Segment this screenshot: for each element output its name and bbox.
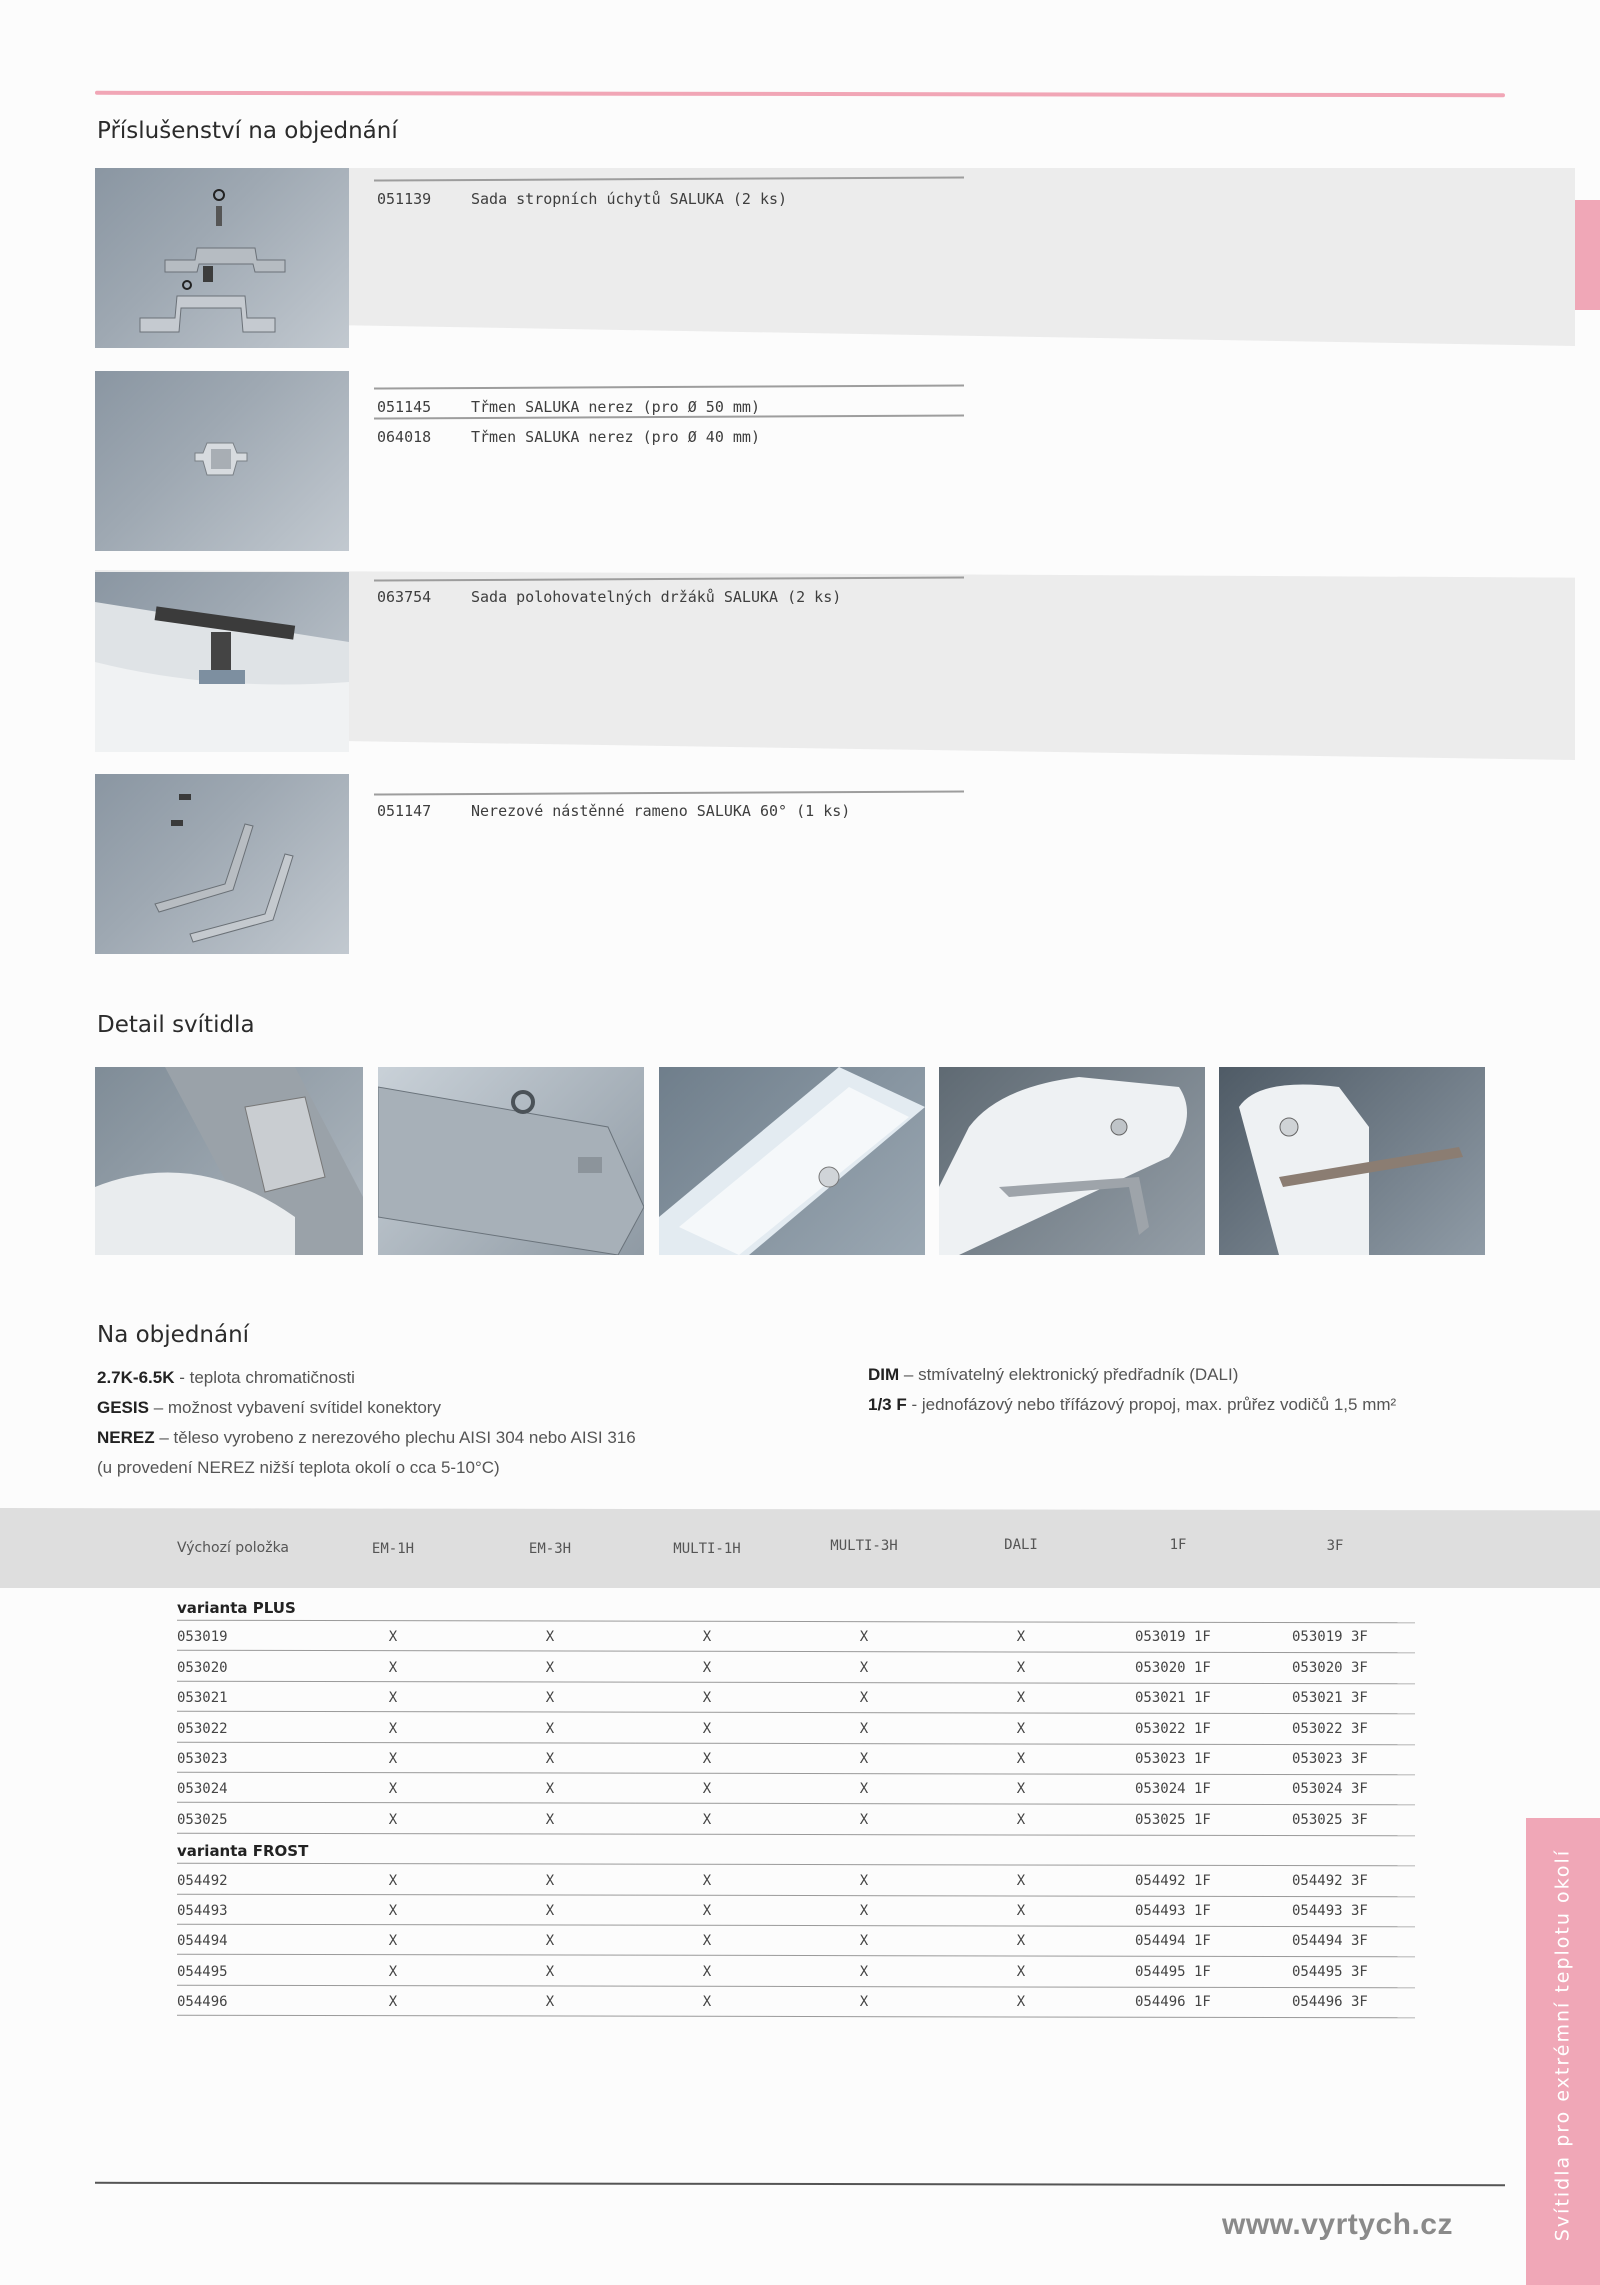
item-code: 053020: [177, 1660, 228, 1676]
table-row: [177, 1622, 1415, 1652]
option-mark: X: [859, 1812, 869, 1828]
item-code: 053025: [177, 1812, 228, 1828]
detail-image-housing: [378, 1067, 644, 1255]
option-mark: X: [859, 1721, 869, 1737]
accessory-row: [377, 428, 760, 446]
option-mark: X: [702, 1994, 712, 2010]
item-code: 053024: [177, 1781, 228, 1797]
item-code: 054492: [177, 1873, 228, 1889]
legend-description: možnost vybavení svítidel konektory: [167, 1398, 441, 1417]
option-mark: X: [859, 1751, 869, 1767]
variant-code: 054494 1F: [1135, 1933, 1211, 1949]
legend-description: stmívatelný elektronický předřadník (DALI): [918, 1365, 1239, 1384]
option-mark: X: [545, 1629, 555, 1645]
accessory-code: 051147: [377, 802, 432, 820]
option-mark: X: [702, 1873, 712, 1889]
table-row: [177, 1714, 1415, 1744]
option-mark: X: [545, 1812, 555, 1828]
table-row: [177, 1683, 1415, 1713]
accessory-name: Sada stropních úchytů SALUKA (2 ks): [471, 190, 788, 208]
column-header: MULTI-1H: [673, 1541, 741, 1557]
column-header: 1F: [1169, 1537, 1187, 1553]
legend-separator: –: [154, 1428, 174, 1447]
option-mark: X: [1016, 1660, 1026, 1676]
side-tab-label: Svítidla pro extrémní teplotu okolí: [1551, 1848, 1574, 2242]
option-mark: X: [545, 1690, 555, 1706]
detail-image-diffuser: [659, 1067, 925, 1255]
variant-code: 053022 3F: [1292, 1721, 1368, 1737]
column-header: EM-1H: [371, 1541, 415, 1557]
option-mark: X: [388, 1751, 398, 1767]
variant-code: 054496 1F: [1135, 1994, 1211, 2010]
option-mark: X: [388, 1933, 398, 1949]
option-mark: X: [545, 1751, 555, 1767]
option-mark: X: [1016, 1994, 1026, 2010]
option-mark: X: [859, 1964, 869, 1980]
adjustable-holder-image: [95, 572, 349, 752]
option-mark: X: [388, 1812, 398, 1828]
option-mark: X: [859, 1903, 869, 1919]
legend-description: teplota chromatičnosti: [189, 1368, 355, 1387]
option-mark: X: [702, 1629, 712, 1645]
website-link[interactable]: www.vyrtych.cz: [1222, 2208, 1453, 2241]
option-mark: X: [702, 1964, 712, 1980]
ordering-title: Na objednání: [97, 1322, 250, 1348]
detail-image-clamp: [95, 1067, 363, 1255]
variant-code: 054495 1F: [1135, 1964, 1211, 1980]
item-code: 053023: [177, 1751, 228, 1767]
accessory-row: [377, 588, 841, 606]
variant-code: 054493 1F: [1135, 1903, 1211, 1919]
option-mark: X: [1016, 1903, 1026, 1919]
option-mark: X: [388, 1964, 398, 1980]
option-mark: X: [859, 1690, 869, 1706]
ordering-legend-left: [97, 1363, 777, 1483]
accessory-divider: [374, 384, 964, 389]
detail-image-wall-arm: [1219, 1067, 1485, 1255]
accessory-code: 051139: [377, 190, 432, 208]
variant-code: 053022 1F: [1135, 1721, 1211, 1737]
group-row: [177, 1835, 1415, 1865]
variant-code: 053019 3F: [1292, 1629, 1368, 1645]
table-row: [177, 1744, 1415, 1774]
option-mark: X: [859, 1873, 869, 1889]
column-header: MULTI-3H: [830, 1538, 898, 1554]
option-mark: X: [859, 1994, 869, 2010]
variant-code: 053025 1F: [1135, 1812, 1211, 1828]
accessory-divider: [374, 790, 964, 795]
option-mark: X: [545, 1933, 555, 1949]
variant-code: 054492 3F: [1292, 1873, 1368, 1889]
option-mark: X: [1016, 1873, 1026, 1889]
legend-term: 2.7K-6.5K: [97, 1368, 175, 1387]
accessory-code: 051145: [377, 398, 432, 416]
variant-code: 053024 3F: [1292, 1781, 1368, 1797]
variant-code: 054496 3F: [1292, 1994, 1368, 2010]
accessory-code: 064018: [377, 428, 432, 446]
bottom-divider: [95, 2182, 1505, 2186]
item-code: 053019: [177, 1629, 228, 1645]
option-mark: X: [545, 1903, 555, 1919]
option-mark: X: [859, 1629, 869, 1645]
accessory-code: 063754: [377, 588, 432, 606]
legend-description: jednofázový nebo třífázový propoj, max. průřez vodičů 1,5 mm²: [921, 1395, 1397, 1414]
option-mark: X: [545, 1781, 555, 1797]
option-mark: X: [1016, 1721, 1026, 1737]
option-mark: X: [702, 1812, 712, 1828]
detail-title: Detail svítidla: [97, 1012, 255, 1038]
variant-code: 053021 3F: [1292, 1690, 1368, 1706]
option-mark: X: [388, 1721, 398, 1737]
option-mark: X: [702, 1903, 712, 1919]
column-header: DALI: [1004, 1537, 1038, 1553]
clamp-image: [95, 371, 349, 551]
accessory-name: Třmen SALUKA nerez (pro Ø 50 mm): [471, 398, 760, 416]
table-row: [177, 1774, 1415, 1804]
option-mark: X: [859, 1660, 869, 1676]
option-mark: X: [388, 1629, 398, 1645]
table-row: [177, 1653, 1415, 1683]
option-mark: X: [388, 1690, 398, 1706]
option-mark: X: [388, 1873, 398, 1889]
option-mark: X: [545, 1873, 555, 1889]
variant-code: 054495 3F: [1292, 1964, 1368, 1980]
variant-code: 053025 3F: [1292, 1812, 1368, 1828]
option-mark: X: [1016, 1964, 1026, 1980]
option-mark: X: [545, 1721, 555, 1737]
item-code: 054493: [177, 1903, 228, 1919]
legend-term: DIM: [868, 1365, 900, 1384]
group-row: [177, 1592, 1415, 1622]
accessory-row: [377, 398, 760, 416]
option-mark: X: [388, 1994, 398, 2010]
option-mark: X: [859, 1933, 869, 1949]
option-mark: X: [859, 1781, 869, 1797]
legend-item: [97, 1363, 777, 1393]
accessory-name: Sada polohovatelných držáků SALUKA (2 ks): [471, 588, 842, 606]
column-header: Výchozí položka: [177, 1540, 290, 1556]
variant-code: 053020 1F: [1135, 1660, 1211, 1676]
table-row: [177, 1987, 1415, 2017]
group-label: varianta PLUS: [177, 1599, 296, 1617]
item-code: 054496: [177, 1994, 228, 2010]
table-row: [177, 1926, 1415, 1956]
option-mark: X: [702, 1933, 712, 1949]
group-label: varianta FROST: [177, 1842, 309, 1860]
option-mark: X: [702, 1690, 712, 1706]
option-mark: X: [388, 1781, 398, 1797]
variant-code: 053023 3F: [1292, 1751, 1368, 1767]
legend-separator: -: [906, 1395, 922, 1414]
legend-item: [97, 1453, 777, 1483]
accessory-name: Třmen SALUKA nerez (pro Ø 40 mm): [471, 428, 760, 446]
detail-image-end-cap: [939, 1067, 1205, 1255]
option-mark: X: [545, 1994, 555, 2010]
ceiling-bracket-image: [95, 168, 349, 348]
option-mark: X: [1016, 1781, 1026, 1797]
item-code: 054494: [177, 1933, 228, 1949]
accessories-title: Příslušenství na objednání: [97, 118, 398, 144]
legend-term: GESIS: [97, 1398, 149, 1417]
item-code: 053021: [177, 1690, 228, 1706]
table-row: [177, 1805, 1415, 1835]
variant-code: 053019 1F: [1135, 1629, 1211, 1645]
item-code: 053022: [177, 1721, 228, 1737]
legend-term: 1/3 F: [868, 1395, 907, 1414]
option-mark: X: [388, 1903, 398, 1919]
option-mark: X: [702, 1660, 712, 1676]
item-code: 054495: [177, 1964, 228, 1980]
legend-description: (u provedení NEREZ nižší teplota okolí o cca 5-10°C): [97, 1458, 500, 1477]
table-row: [177, 1896, 1415, 1926]
table-row: [177, 1957, 1415, 1987]
variant-code: 053024 1F: [1135, 1781, 1211, 1797]
legend-term: NEREZ: [97, 1428, 155, 1447]
legend-item: [97, 1423, 777, 1453]
legend-description: těleso vyrobeno z nerezového plechu AISI 304 nebo AISI 316: [173, 1428, 636, 1447]
legend-separator: –: [148, 1398, 168, 1417]
legend-item: [97, 1393, 777, 1423]
accessory-row: [377, 802, 850, 820]
top-divider: [95, 91, 1505, 97]
option-mark: X: [545, 1964, 555, 1980]
legend-separator: –: [899, 1365, 919, 1384]
variant-code: 053023 1F: [1135, 1751, 1211, 1767]
option-mark: X: [702, 1781, 712, 1797]
variant-code: 054493 3F: [1292, 1903, 1368, 1919]
option-mark: X: [1016, 1812, 1026, 1828]
column-header: EM-3H: [528, 1541, 572, 1557]
option-mark: X: [388, 1660, 398, 1676]
option-mark: X: [1016, 1629, 1026, 1645]
accessory-row: [377, 190, 787, 208]
ordering-legend-right: [868, 1360, 1528, 1420]
accessory-name: Nerezové nástěnné rameno SALUKA 60° (1 ks): [471, 802, 851, 820]
variant-code: 054494 3F: [1292, 1933, 1368, 1949]
option-mark: X: [1016, 1751, 1026, 1767]
legend-separator: -: [174, 1368, 190, 1387]
variant-code: 054492 1F: [1135, 1873, 1211, 1889]
option-mark: X: [702, 1721, 712, 1737]
option-mark: X: [1016, 1690, 1026, 1706]
option-mark: X: [702, 1751, 712, 1767]
legend-item: [868, 1360, 1528, 1390]
variant-code: 053021 1F: [1135, 1690, 1211, 1706]
variant-code: 053020 3F: [1292, 1660, 1368, 1676]
column-header: 3F: [1326, 1538, 1344, 1554]
wall-arm-image: [95, 774, 349, 954]
option-mark: X: [1016, 1933, 1026, 1949]
option-mark: X: [545, 1660, 555, 1676]
table-row: [177, 1866, 1415, 1896]
legend-item: [868, 1390, 1528, 1420]
